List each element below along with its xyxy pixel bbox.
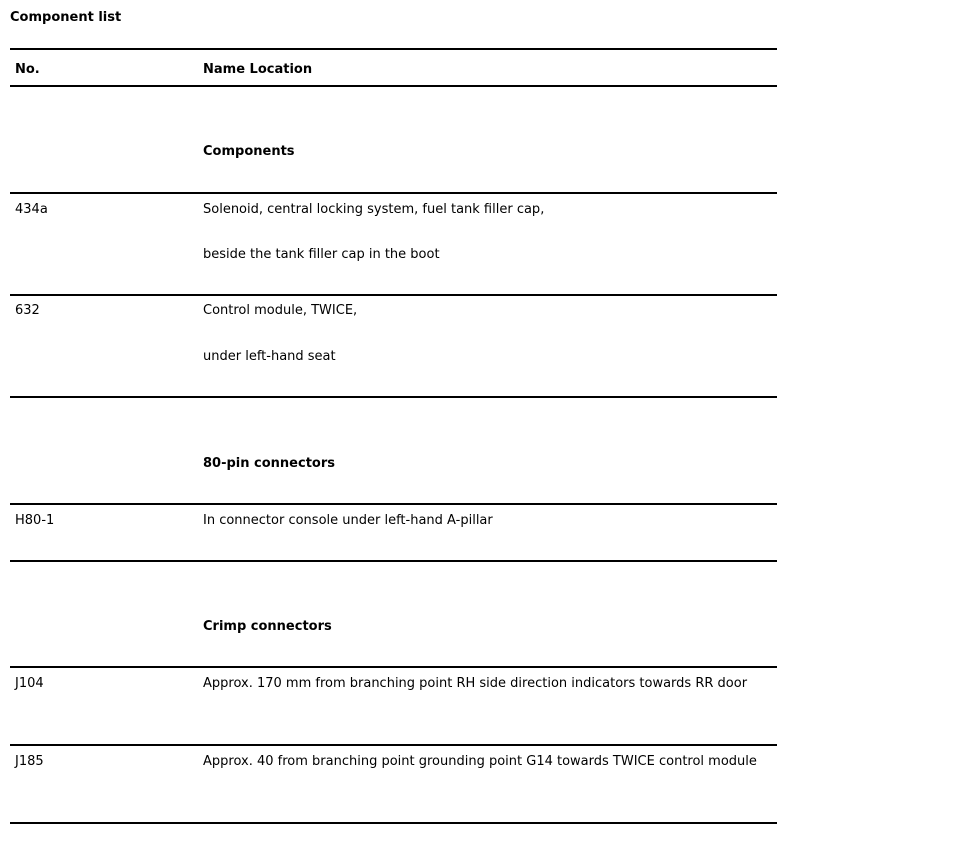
- section-heading-80-pin-connectors: 80-pin connectors: [203, 456, 335, 471]
- column-header-no: No.: [15, 62, 40, 77]
- table-rule: [10, 822, 777, 824]
- page-title: Component list: [10, 10, 122, 25]
- row-location: Approx. 170 mm from branching point RH side direction indicators towards RR door: [203, 676, 748, 691]
- section-heading-crimp-connectors: Crimp connectors: [203, 619, 332, 634]
- row-location: Approx. 40 from branching point grounding point G14 towards TWICE control module: [203, 754, 757, 769]
- table-rule: [10, 503, 777, 505]
- table-rule: [10, 192, 777, 194]
- row-number: J104: [15, 676, 44, 691]
- row-number: J185: [15, 754, 44, 769]
- table-rule: [10, 294, 777, 296]
- row-location: In connector console under left-hand A-pillar: [203, 513, 493, 528]
- table-rule: [10, 560, 777, 562]
- row-number: 434a: [15, 202, 48, 217]
- table-rule: [10, 396, 777, 398]
- row-number: H80-1: [15, 513, 55, 528]
- section-heading-components: Components: [203, 144, 295, 159]
- table-rule: [10, 744, 777, 746]
- table-rule: [10, 666, 777, 668]
- row-location: beside the tank filler cap in the boot: [203, 247, 440, 262]
- row-number: 632: [15, 303, 40, 318]
- row-name: Solenoid, central locking system, fuel tank filler cap,: [203, 202, 545, 217]
- table-rule: [10, 48, 777, 50]
- row-name: Control module, TWICE,: [203, 303, 358, 318]
- table-rule: [10, 85, 777, 87]
- column-header-name-location: Name Location: [203, 62, 313, 77]
- row-location: under left-hand seat: [203, 349, 336, 364]
